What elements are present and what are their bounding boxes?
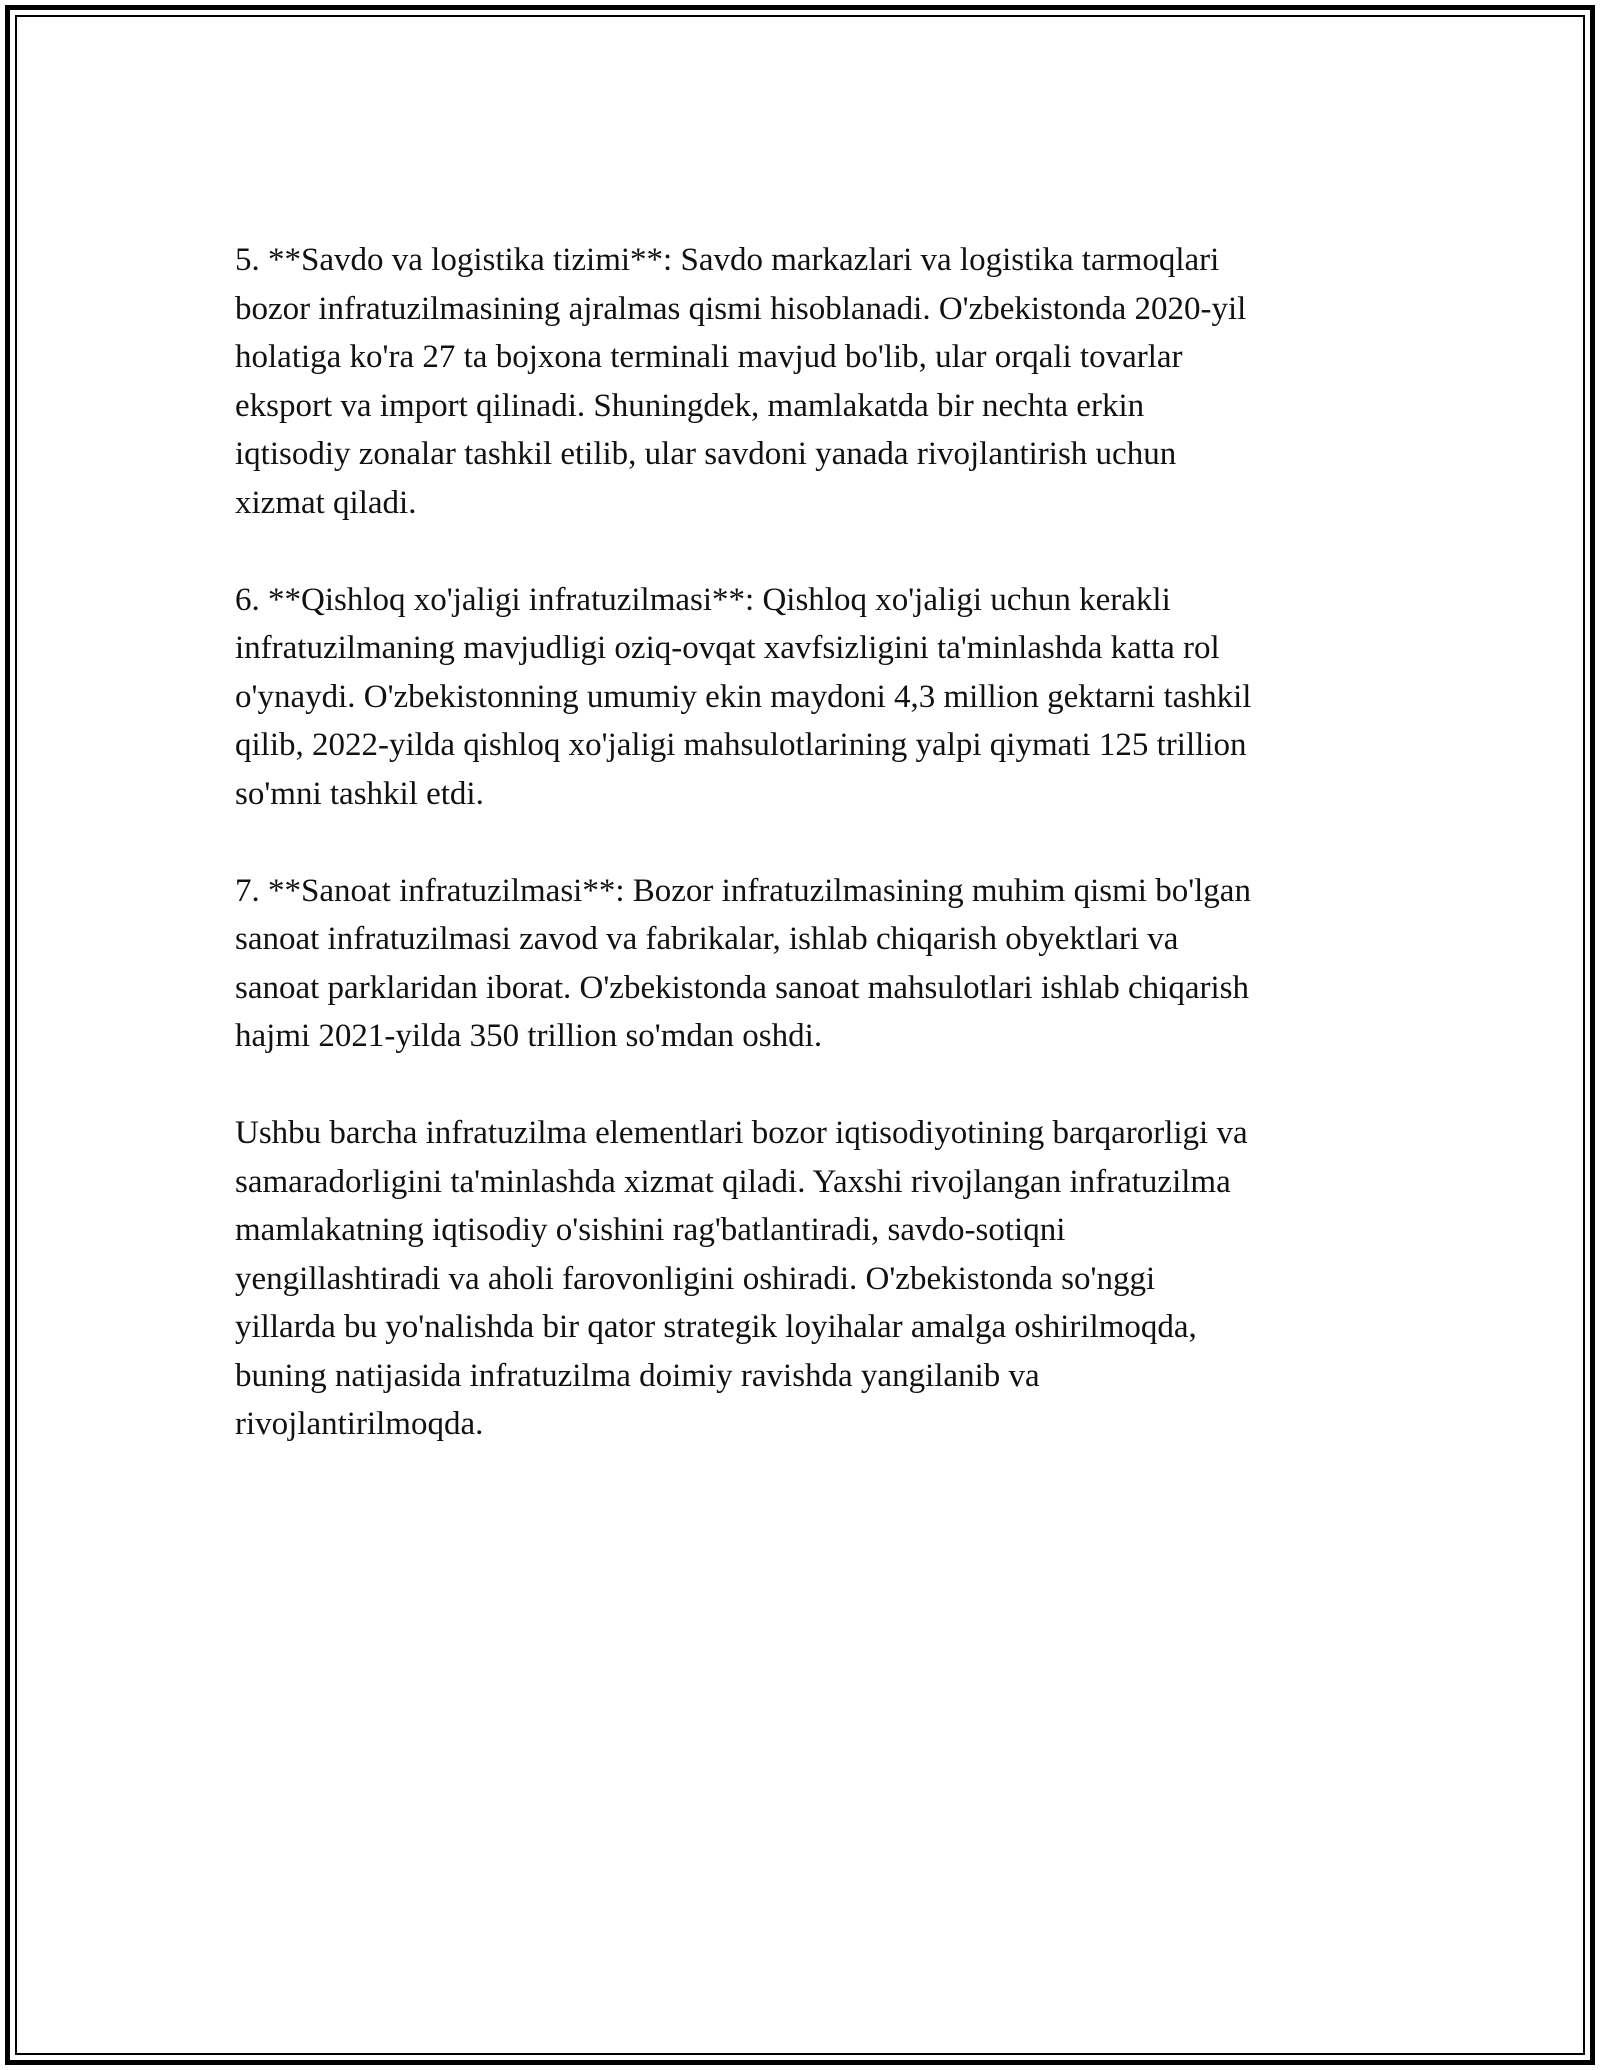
paragraph-savdo-logistika: 5. **Savdo va logistika tizimi**: Savdo markazlari va logistika tarmoqlari bozor infratuzilmasining ajralmas qismi hisoblanadi. O'zbekistonda 2020-yil holatiga ko'ra 27 ta bojxona terminali mavjud bo'lib, ular orqali tovarlar eksport va import qilinadi. Shuningdek, mamlakatda bir nechta erkin iqtisodiy zonalar tashkil etilib, ular savdoni yanada rivojlantirish uchun xizmat qiladi. — [235, 242, 1247, 521]
paragraph-conclusion: Ushbu barcha infratuzilma elementlari bozor iqtisodiyotining barqarorligi va samaradorligini ta'minlashda xizmat qiladi. Yaxshi rivojlangan infratuzilma mamlakatning iqtisodiy o'sishini rag'batlantiradi, savdo-sotiqni yengillashtiradi va aholi farovonligini oshiradi. O'zbekistonda so'nggi yillarda bu yo'nalishda bir qator strategik loyihalar amalga oshirilmoqda, buning natijasida infratuzilma doimiy ravishda yangilanib va rivojlantirilmoqda. — [235, 1115, 1248, 1442]
paragraph-sanoat: 7. **Sanoat infratuzilmasi**: Bozor infratuzilmasining muhim qismi bo'lgan sanoat infratuzilmasi zavod va fabrikalar, ishlab chiqarish obyektlari va sanoat parklaridan iborat. O'zbekistonda sanoat mahsulotlari ishlab chiqarish hajmi 2021-yilda 350 trillion so'mdan oshdi. — [235, 872, 1251, 1054]
paragraph-qishloq-xojaligi: 6. **Qishloq xo'jaligi infratuzilmasi**: Qishloq xo'jaligi uchun kerakli infratuzilmaning mavjudligi oziq-ovqat xavfsizligini ta'minlashda katta rol o'ynaydi. O'zbekistonning umumiy ekin maydoni 4,3 million gektarni tashkil qilib, 2022-yilda qishloq xo'jaligi mahsulotlarining yalpi qiymati 125 trillion so'mni tashkil etdi. — [235, 581, 1252, 812]
document-body — [235, 236, 1385, 1497]
